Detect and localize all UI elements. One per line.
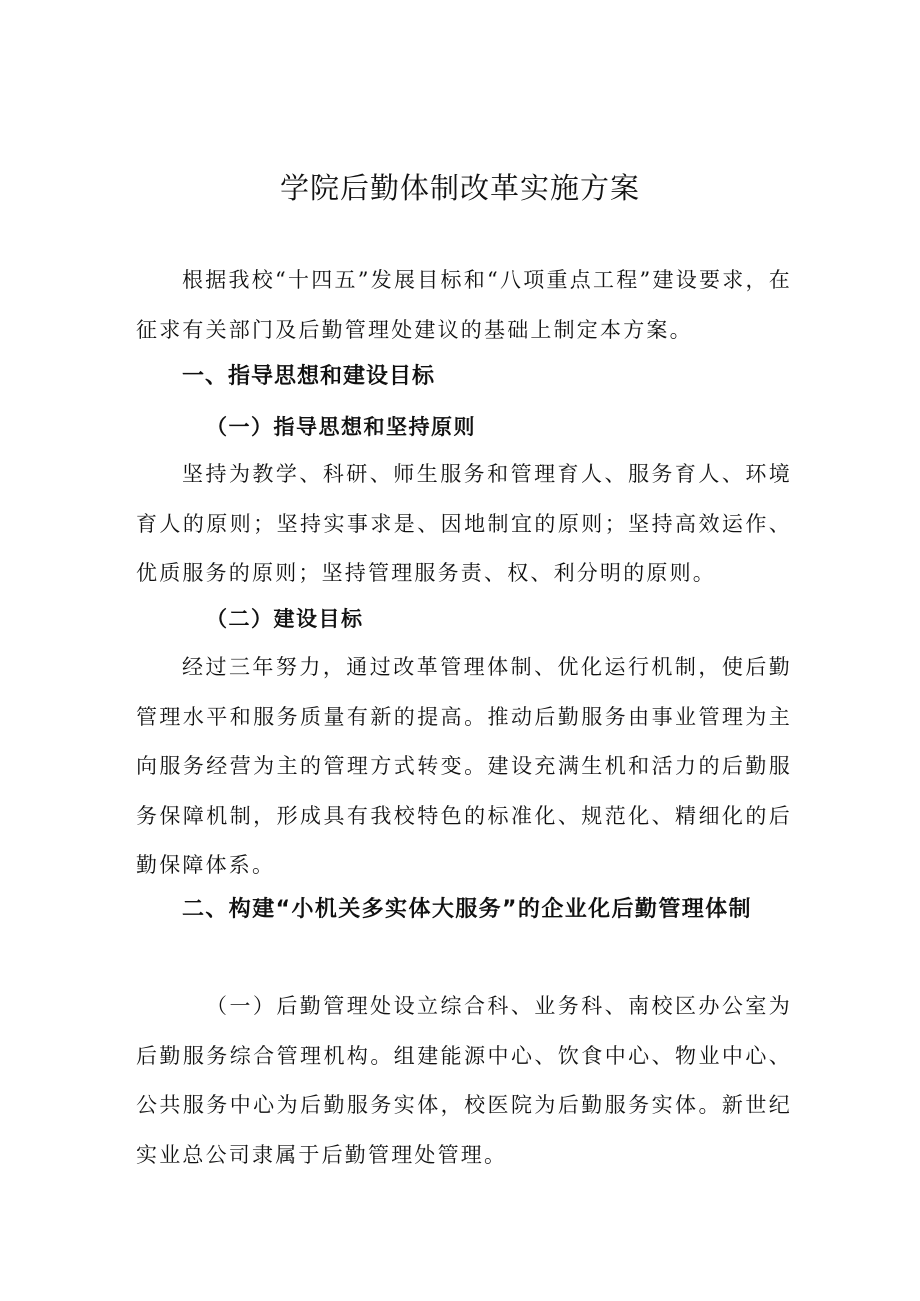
section-2-paragraph-1: （一）后勤管理处设立综合科、业务科、南校区办公室为后勤服务综合管理机构。组建能源中心、饮食中心、物业中心、公共服务中心为后勤服务实体，校医院为后勤服务实体。新世纪实业总公司隶属于后勤管理处管理。: [136, 994, 792, 1167]
section-1-sub-1-heading: （一）指导思想和坚持原则: [206, 414, 476, 439]
section-1-sub-2-heading: （二）建设目标: [206, 606, 364, 631]
document-title: 学院后勤体制改革实施方案: [279, 171, 640, 205]
section-1-heading: 一、指导思想和建设目标: [182, 364, 436, 389]
section-1-sub-2-paragraph: 经过三年努力，通过改革管理体制、优化运行机制，使后勤管理水平和服务质量有新的提高。推动后勤服务由事业管理为主向服务经营为主的管理方式转变。建设充满生机和活力的后勤服务保障机制，形成具有我校特色的标准化、规范化、精细化的后勤保障体系。: [136, 655, 792, 877]
section-1-sub-1-paragraph: 坚持为教学、科研、师生服务和管理育人、服务育人、环境育人的原则；坚持实事求是、因地制宜的原则；坚持高效运作、优质服务的原则；坚持管理服务责、权、利分明的原则。: [136, 462, 792, 585]
section-2-heading: 二、构建“小机关多实体大服务”的企业化后勤管理体制: [182, 897, 752, 922]
intro-paragraph: 根据我校“十四五”发展目标和“八项重点工程”建设要求，在征求有关部门及后勤管理处建议的基础上制定本方案。: [136, 268, 792, 342]
